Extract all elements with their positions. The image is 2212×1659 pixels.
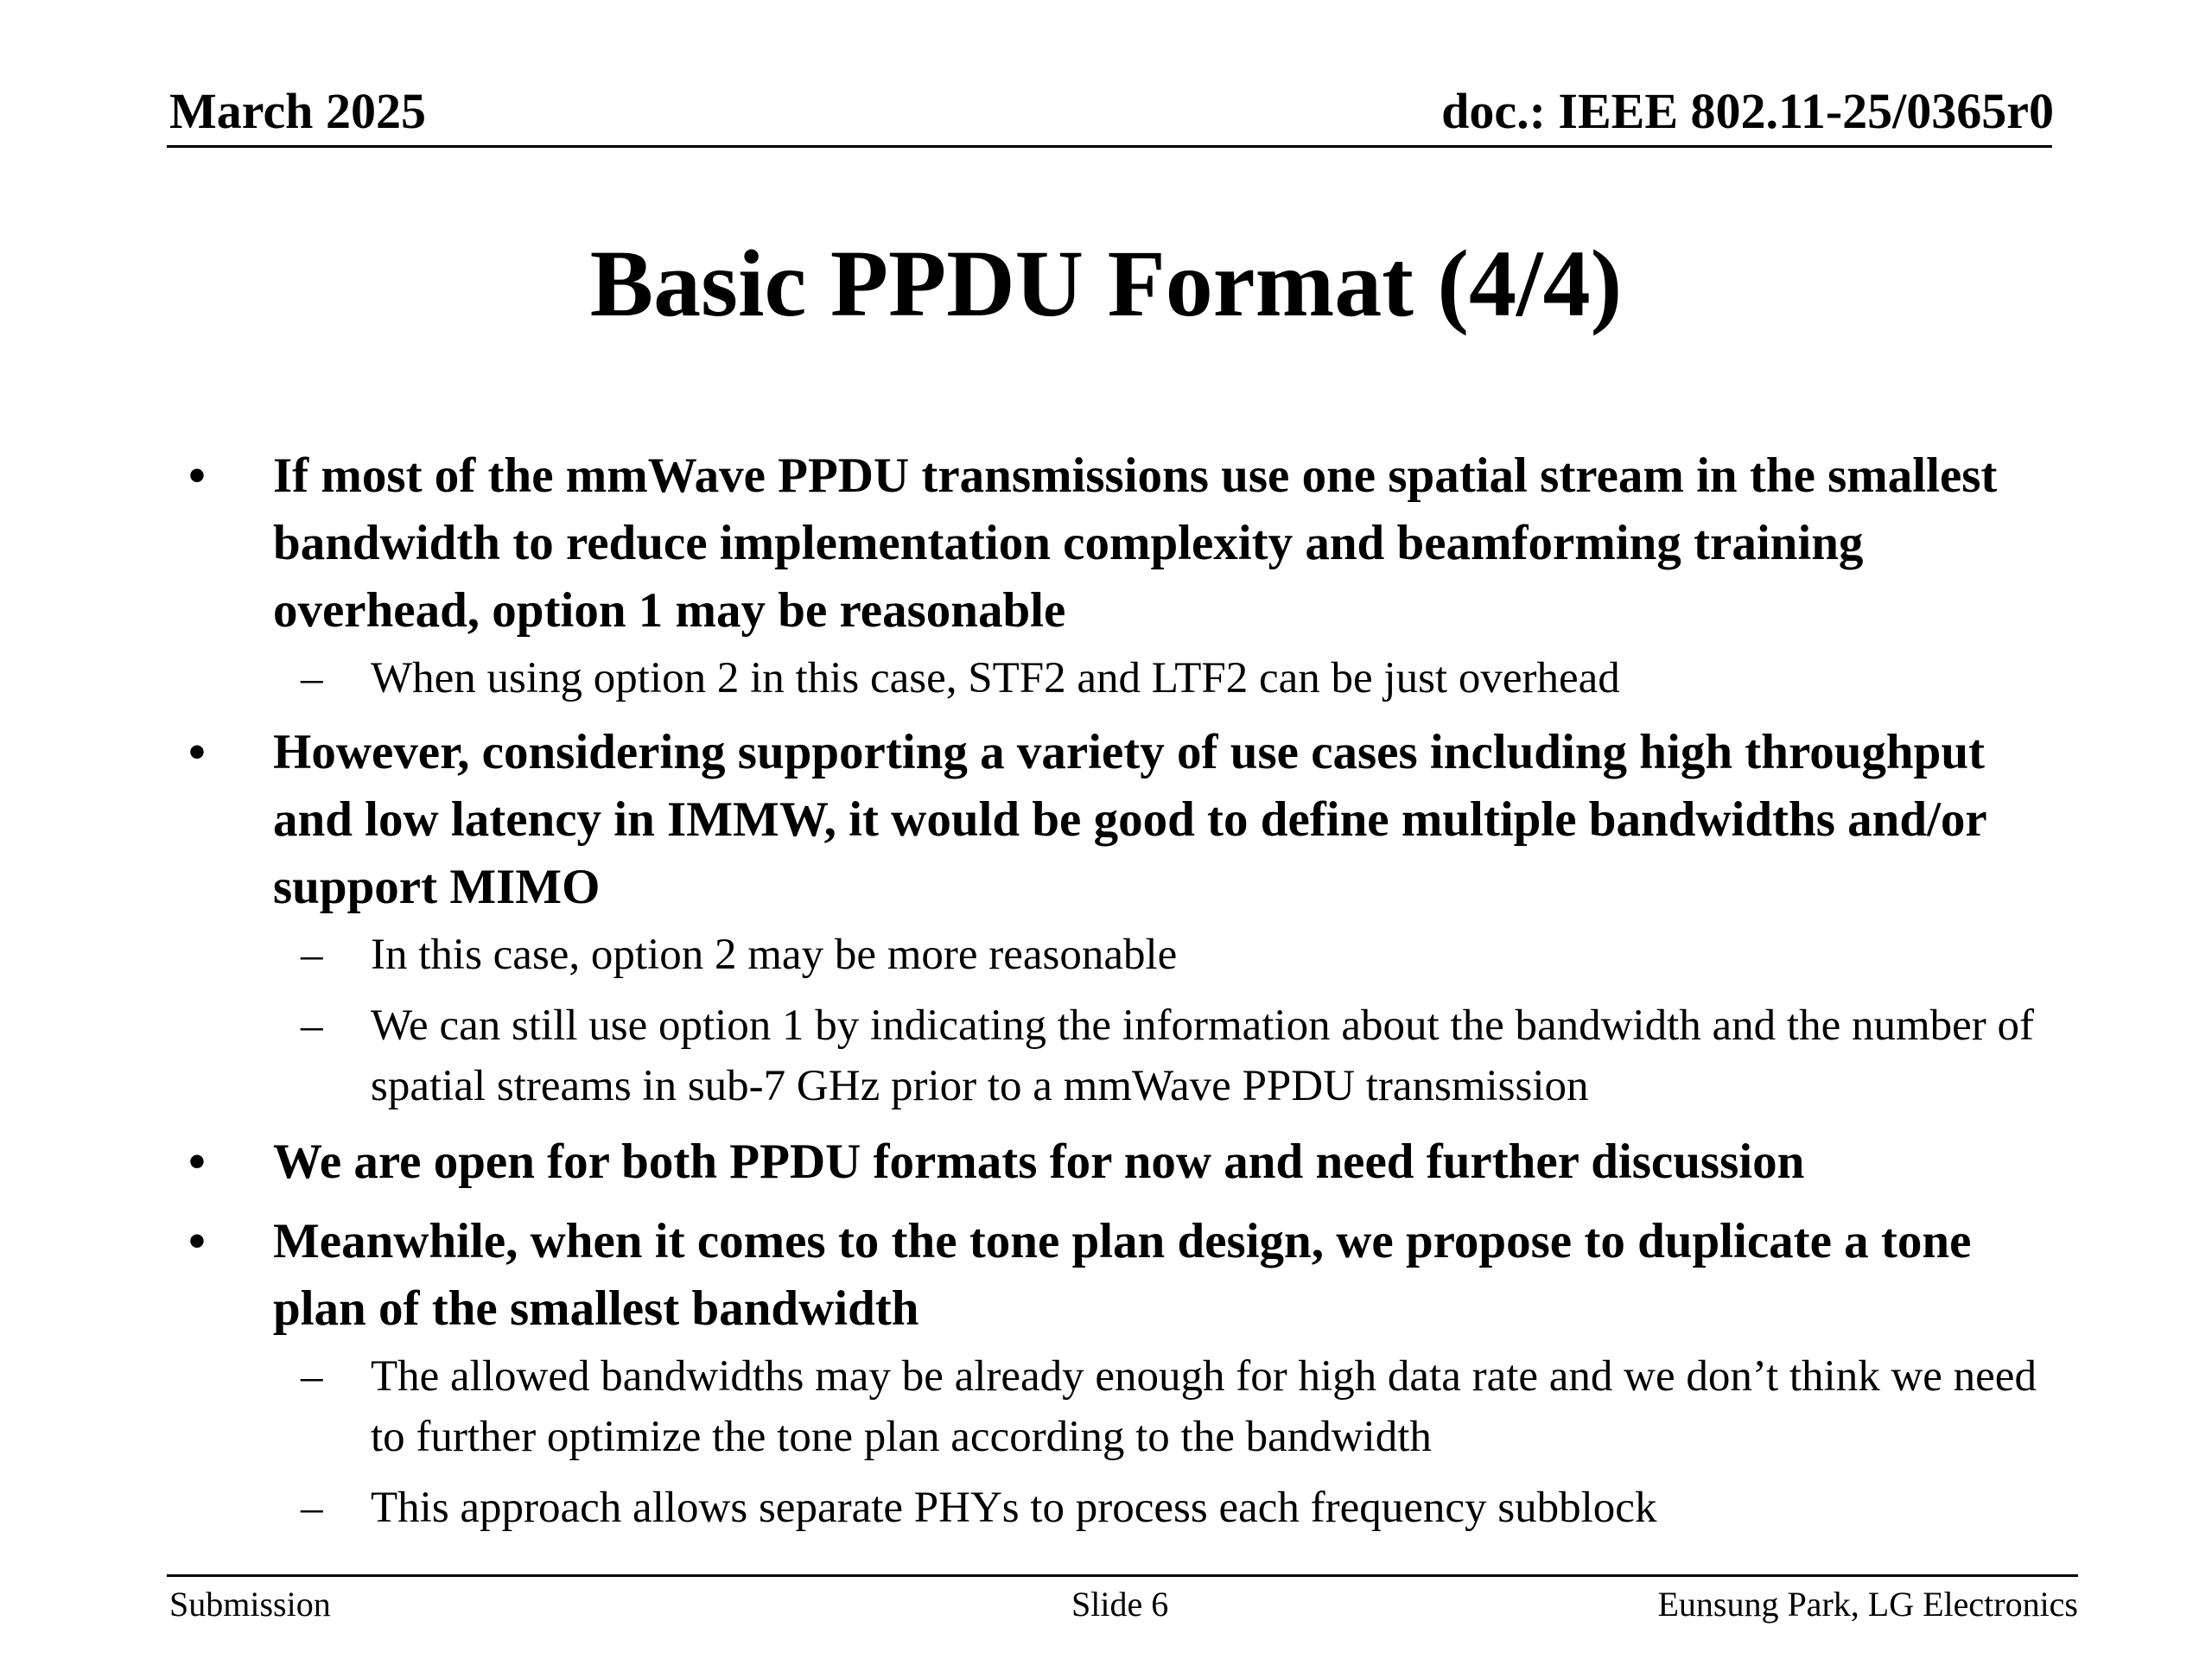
sub-bullet-item — [169, 995, 2070, 1116]
sub-bullet-text: This approach allows separate PHYs to process each frequency subblock — [371, 1484, 1657, 1532]
bullet-text: Meanwhile, when it comes to the tone plan design, we propose to duplicate a tone plan of the smallest bandwidth — [273, 1214, 1972, 1336]
sub-bullet-item — [169, 1346, 2070, 1467]
bullet-icon: • — [188, 725, 206, 779]
bullet-icon: • — [188, 1214, 206, 1268]
bullet-item — [169, 442, 2070, 645]
sub-bullet-item — [169, 1478, 2070, 1538]
bullet-item — [169, 1208, 2070, 1343]
sub-bullet-text: The allowed bandwidths may be already enough for high data rate and we don’t think we need to further optimize the tone plan according to the bandwidth — [371, 1352, 2037, 1461]
slide-content — [169, 442, 2070, 1538]
slide-title: Basic PPDU Format (4/4) — [589, 231, 1623, 336]
bullet-item — [169, 1128, 2070, 1196]
header-divider — [167, 145, 2052, 148]
sub-bullet-text: In this case, option 2 may be more reasonable — [371, 931, 1178, 979]
bullet-item — [169, 719, 2070, 921]
dash-icon: – — [301, 931, 323, 979]
header-doc-id: doc.: IEEE 802.11-25/0365r0 — [1441, 83, 2054, 139]
footer-submission: Submission — [169, 1585, 331, 1624]
dash-icon: – — [301, 1484, 323, 1532]
sub-bullet-text: When using option 2 in this case, STF2 and LTF2 can be just overhead — [371, 654, 1620, 702]
dash-icon: – — [301, 1001, 323, 1050]
header-date: March 2025 — [169, 83, 426, 139]
sub-bullet-item — [169, 925, 2070, 985]
bullet-icon: • — [188, 1135, 206, 1189]
footer-divider — [167, 1574, 2078, 1577]
bullet-icon: • — [188, 448, 206, 503]
dash-icon: – — [301, 1352, 323, 1401]
dash-icon: – — [301, 654, 323, 702]
sub-bullet-text: We can still use option 1 by indicating the information about the bandwidth and the number of spatial streams in sub-7 GHz prior to a mmWave PPDU transmission — [371, 1001, 2034, 1110]
bullet-text: If most of the mmWave PPDU transmissions use one spatial stream in the smallest bandwidth to reduce implementation complexity and beamforming training overhead, option 1 may be reasonable — [273, 448, 1998, 638]
bullet-text: However, considering supporting a variety of use cases including high throughput and low latency in IMMW, it would be good to define multiple bandwidths and/or support MIMO — [273, 725, 1986, 914]
footer-slide-number: Slide 6 — [1071, 1585, 1169, 1624]
sub-bullet-item — [169, 648, 2070, 709]
bullet-text: We are open for both PPDU formats for now and need further discussion — [273, 1135, 1805, 1189]
footer-author: Eunsung Park, LG Electronics — [1657, 1585, 2078, 1624]
